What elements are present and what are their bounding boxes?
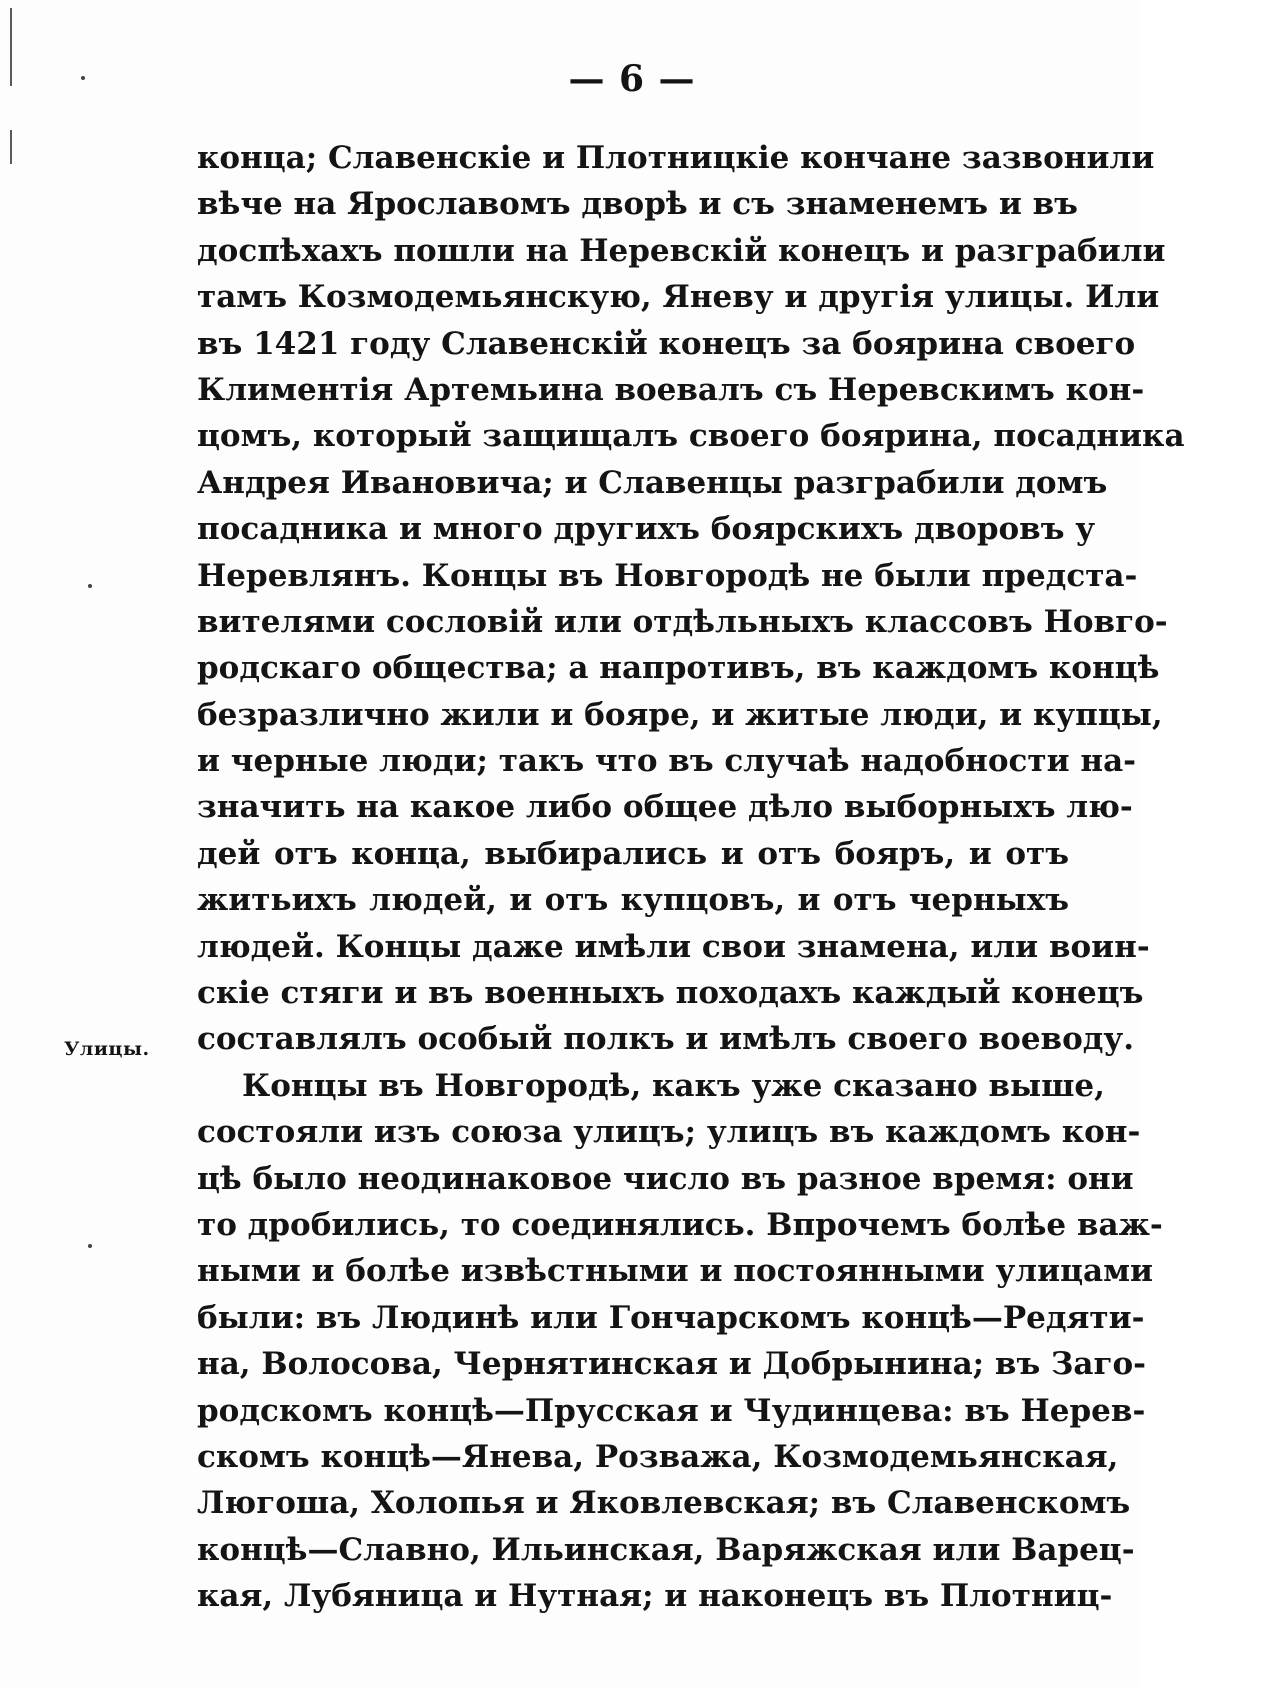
text-line: Люгоша, Холопья и Яковлевская; въ Славенскомъ: [197, 1485, 1131, 1522]
text-line: конца; Славенскіе и Плотницкіе кончане зазвонили: [197, 140, 1155, 176]
paragraph: [197, 1063, 1163, 1620]
text-line: безразлично жили и бояре, и житые люди, и купцы,: [197, 696, 1163, 733]
text-line: цомъ, который защищалъ своего боярина, посадника: [197, 418, 1185, 455]
text-line: то дробились, то соединялись. Впрочемъ болѣе важ-: [197, 1206, 1163, 1243]
text-line: Концы въ Новгородѣ, какъ уже сказано выше,: [242, 1067, 1105, 1104]
text-line: Климентія Артемьина воевалъ съ Неревскимъ кон-: [197, 371, 1145, 408]
margin-note: Улицы.: [64, 1038, 150, 1060]
text-line: людей. Концы даже имѣли свои знамена, или воин-: [197, 928, 1150, 965]
text-line: родскаго общества; а напротивъ, въ каждомъ концѣ: [197, 650, 1160, 687]
text-line: и черные люди; такъ что въ случаѣ надобности на-: [197, 743, 1137, 780]
text-line: тамъ Козмодемьянскую, Яневу и другія улицы. Или: [197, 279, 1160, 316]
text-line: посадника и много другихъ боярскихъ дворовъ у: [197, 511, 1096, 548]
text-line: Неревлянъ. Концы въ Новгородѣ не были предста-: [197, 557, 1138, 594]
text-line: житьихъ людей, и отъ купцовъ, и отъ черныхъ: [197, 882, 1069, 919]
text-line: состояли изъ союза улицъ; улицъ въ каждомъ кон-: [197, 1114, 1141, 1151]
text-line: дей отъ конца, выбирались и отъ бояръ, и отъ: [197, 835, 1069, 872]
text-line: вителями сословій или отдѣльныхъ классовъ Новго-: [197, 603, 1168, 640]
text-line: въ 1421 году Славенскій конецъ за боярина своего: [197, 325, 1136, 362]
body-text: [197, 135, 1185, 1620]
text-line: были: въ Людинѣ или Гончарскомъ концѣ—Редяти-: [197, 1299, 1145, 1336]
text-line: цѣ было неодинаковое число въ разное время: они: [197, 1160, 1134, 1197]
text-line: на, Волосова, Чернятинская и Добрынина; въ Заго-: [197, 1346, 1147, 1383]
text-line: вѣче на Ярославомъ дворѣ и съ знаменемъ и въ: [197, 186, 1078, 223]
text-line: доспѣхахъ пошли на Неревскій конецъ и разграбили: [197, 232, 1166, 269]
text-line: составлялъ особый полкъ и имѣлъ своего воеводу.: [197, 1021, 1135, 1058]
text-line: скіе стяги и въ военныхъ походахъ каждый конецъ: [197, 975, 1144, 1012]
page-number: — 6 —: [568, 58, 696, 100]
text-line: кая, Лубяница и Нутная; и наконецъ въ Плотниц-: [197, 1578, 1113, 1615]
paragraph: [197, 135, 1185, 1063]
ink-speck: [88, 584, 92, 588]
text-line: значить на какое либо общее дѣло выборныхъ лю-: [197, 789, 1133, 826]
text-line: ными и болѣе извѣстными и постоянными улицами: [197, 1253, 1154, 1290]
page-edge-mark: [10, 130, 12, 164]
ink-speck: [88, 1244, 92, 1248]
text-line: скомъ концѣ—Янева, Розважа, Козмодемьянская,: [197, 1438, 1119, 1475]
text-line: концѣ—Славно, Ильинская, Варяжская или Варец-: [197, 1531, 1135, 1568]
text-line: родскомъ концѣ—Прусская и Чудинцева: въ Нерев-: [197, 1392, 1146, 1429]
text-line: Андрея Ивановича; и Славенцы разграбили домъ: [197, 464, 1108, 501]
